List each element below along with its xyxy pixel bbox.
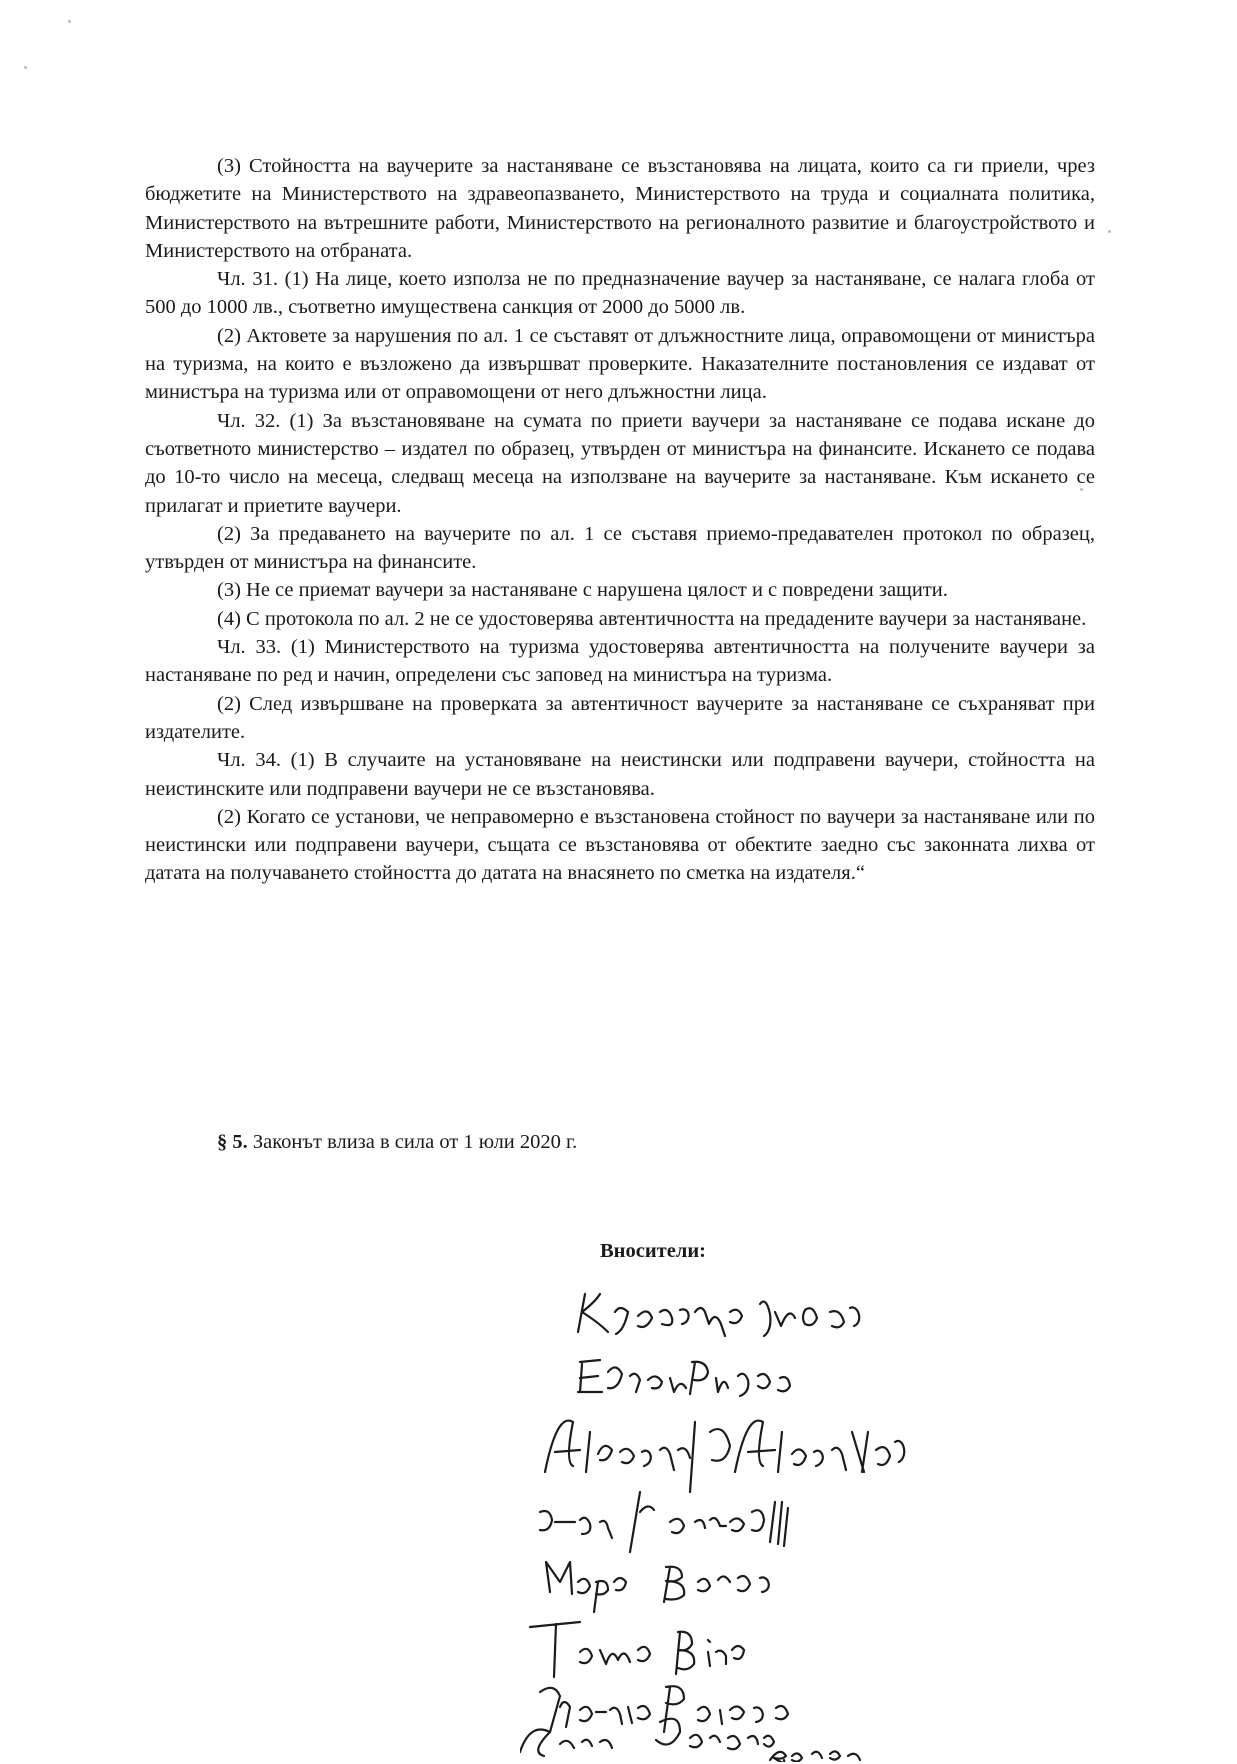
scan-speck: [1080, 488, 1083, 491]
section-mark: § 5.: [217, 1131, 248, 1153]
paragraph-art32-4: (4) С протокола по ал. 2 не се удостоверява автентичността на предадените ваучери за настаняване.: [217, 607, 1087, 630]
paragraph-art34-1: Чл. 34. (1) В случаите на установяване на неистински или подправени ваучери, стойността на неистинските или подправени ваучери не се възстановява.: [145, 749, 1095, 800]
scan-speck: [24, 66, 27, 69]
paragraph-art32-3: (3) Не се приемат ваучери за настаняване с нарушена цялост и с повредени защити.: [217, 579, 948, 602]
paragraph-art31-2: (2) Актовете за нарушения по ал. 1 се съставят от длъжностните лица, оправомощени от министъра на туризма, на които е възложено да извършват проверките. Наказателните постановления се издават от министъра на туризма или от оправомощени от него длъжностни лица.: [145, 324, 1095, 404]
section-text: Законът влиза в сила от 1 юли 2020 г.: [252, 1131, 578, 1153]
sponsors-label: Вносители:: [600, 1240, 706, 1262]
handwritten-signatures: [520, 1282, 1080, 1762]
paragraph-art34-2: (2) Когато се установи, че неправомерно е възстановена стойност по ваучери за настаняване или по неистински или подправени ваучери, същата се възстановява от обектите заедно със законната лихва от датата на получаването стойността до датата на внасянето по сметка на издателя.“: [145, 805, 1095, 885]
paragraph-art33-1: Чл. 33. (1) Министерството на туризма удостоверява автентичността на получените ваучери за настаняване по ред и начин, определени със заповед на министъра на туризма.: [145, 636, 1095, 687]
paragraph-art33-2: (2) След извършване на проверката за автентичност ваучерите за настаняване се съхраняват при издателите.: [145, 692, 1095, 743]
paragraph-art30-3: (3) Стойността на ваучерите за настаняване се възстановява на лицата, които са ги приели, чрез бюджетите на Министерството на здравеопазването, Министерството на труда и социалната политика, Министерството на вътрешните работи, Министерството на регионалното развитие и благоустройството и Министерството на отбраната.: [145, 155, 1095, 262]
paragraph-art32-1: Чл. 32. (1) За възстановяване на сумата по приети ваучери за настаняване се подава искане до съответното министерство – издател по образец, утвърден от министъра на финансите. Искането се подава до 10-то число на месеца, следващ месеца на използване на ваучерите за настаняване. Към искането се прилагат и приетите ваучери.: [145, 409, 1095, 517]
paragraph-art32-2: (2) За предаването на ваучерите по ал. 1 се съставя приемо-предавателен протокол по образец, утвърден от министъра на финансите.: [145, 522, 1095, 574]
final-provision: [217, 1128, 577, 1156]
scan-speck: [1108, 230, 1111, 233]
paragraph-art31-1: Чл. 31. (1) На лице, което използа не по предназначение ваучер за настаняване, се налага глоба от 500 до 1000 лв., съответно имуществена санкция от 2000 до 5000 лв.: [145, 268, 1095, 319]
scan-speck: [68, 20, 71, 23]
law-text-body: [145, 152, 1095, 888]
